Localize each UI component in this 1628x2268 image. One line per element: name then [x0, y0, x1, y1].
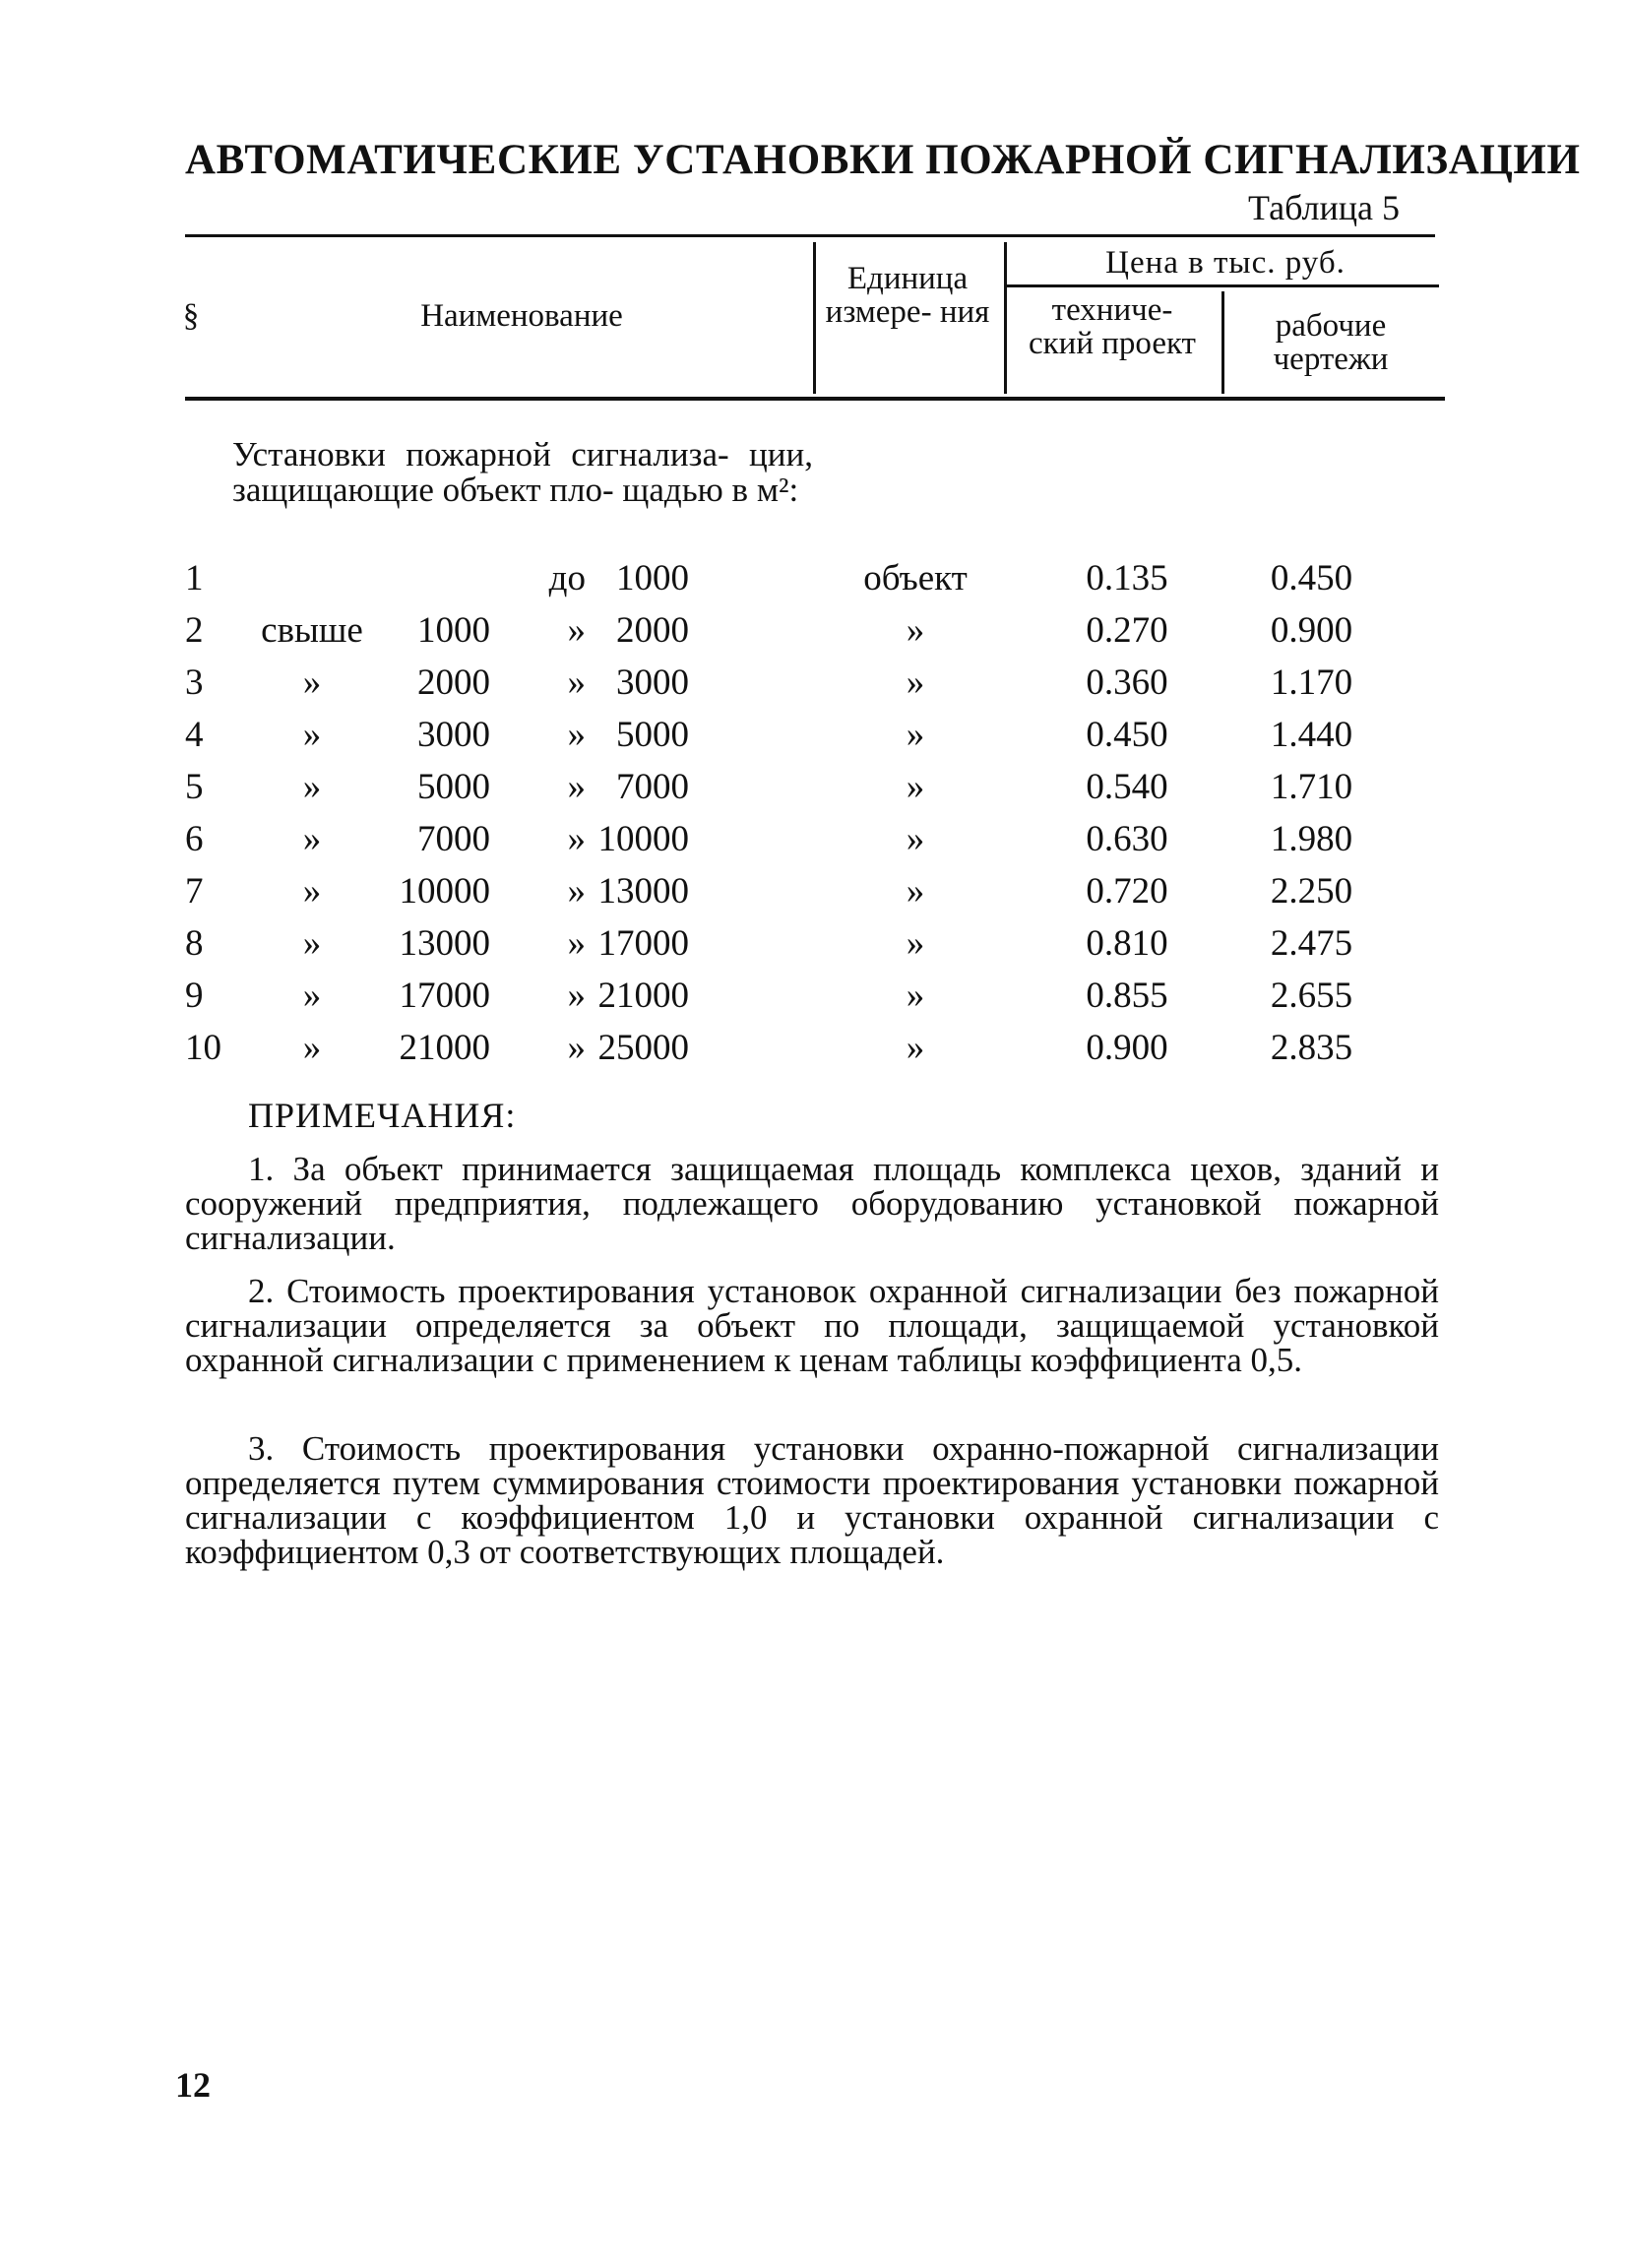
note-2: 2. Стоимость проектирования установок охранной сигнализации без пожарной сигнализации определяется за объект по площади, защищаемой установкой охранной сигнализации с применением к ценам таблицы коэффициента 0,5.: [185, 1272, 1439, 1379]
price-group-rule: [1006, 284, 1439, 287]
row-area-to: 25000: [597, 1028, 689, 1068]
table-row: [0, 554, 1628, 603]
row-area-to: 13000: [597, 871, 689, 912]
row-connector: »: [567, 819, 586, 859]
row-prefix: »: [302, 923, 322, 964]
row-price-tech: 0.540: [1086, 767, 1168, 807]
row-price-tech: 0.720: [1086, 871, 1168, 912]
row-price-work: 2.475: [1270, 923, 1353, 964]
header-col-unit: Единица измере- ния: [825, 261, 990, 330]
table-row: [0, 1024, 1628, 1073]
row-unit: »: [906, 976, 925, 1016]
table-header-bottom-rule: [185, 397, 1445, 401]
row-area-to: 1000: [616, 558, 689, 598]
row-area-to: 21000: [597, 976, 689, 1016]
row-connector: »: [567, 662, 586, 703]
note-3: 3. Стоимость проектирования установки охранно-пожарной сигнализации определяется путем суммирования стоимости проектирования установки пожарной сигнализации с коэффициентом 1,0 и установки охранной сигнализации с коэффициентом 0,3 от соответствующих площадей.: [185, 1429, 1439, 1571]
row-price-work: 1.440: [1270, 715, 1353, 755]
row-connector: до: [548, 558, 586, 598]
row-number: 1: [185, 558, 204, 598]
row-price-tech: 0.270: [1086, 610, 1168, 651]
row-price-work: 1.980: [1270, 819, 1353, 859]
header-divider-subcols: [1221, 291, 1224, 394]
row-price-tech: 0.360: [1086, 662, 1168, 703]
row-price-tech: 0.630: [1086, 819, 1168, 859]
notes-title: ПРИМЕЧАНИЯ:: [248, 1096, 517, 1135]
row-area-to: 10000: [597, 819, 689, 859]
row-area-from: 7000: [417, 819, 490, 859]
table-row: [0, 919, 1628, 969]
row-connector: »: [567, 976, 586, 1016]
row-number: 6: [185, 819, 204, 859]
row-price-work: 1.710: [1270, 767, 1353, 807]
row-price-work: 2.835: [1270, 1028, 1353, 1068]
row-number: 2: [185, 610, 204, 651]
row-prefix: »: [302, 976, 322, 1016]
row-connector: »: [567, 871, 586, 912]
row-price-tech: 0.810: [1086, 923, 1168, 964]
row-area-to: 7000: [616, 767, 689, 807]
row-area-to: 17000: [597, 923, 689, 964]
header-col-tech: техниче- ский проект: [1029, 292, 1196, 361]
row-number: 3: [185, 662, 204, 703]
row-price-work: 2.655: [1270, 976, 1353, 1016]
header-col-num: §: [182, 298, 200, 334]
row-area-from: 13000: [399, 923, 490, 964]
row-area-to: 2000: [616, 610, 689, 651]
row-number: 9: [185, 976, 204, 1016]
row-unit: »: [906, 819, 925, 859]
row-connector: »: [567, 923, 586, 964]
row-unit: »: [906, 610, 925, 651]
row-price-work: 1.170: [1270, 662, 1353, 703]
page-title: АВТОМАТИЧЕСКИЕ УСТАНОВКИ ПОЖАРНОЙ СИГНАЛИЗАЦИИ: [185, 137, 1581, 183]
header-col-name: Наименование: [420, 298, 623, 334]
note-1: 1. За объект принимается защищаемая площадь комплекса цехов, зданий и сооружений предприятия, подлежащего оборудованию установкой пожарной сигнализации.: [185, 1150, 1439, 1257]
header-divider-unit: [813, 242, 816, 394]
header-divider-price: [1004, 242, 1007, 394]
row-prefix: свыше: [261, 610, 363, 651]
row-area-to: 3000: [616, 662, 689, 703]
header-col-work: рабочие чертежи: [1273, 308, 1389, 377]
row-unit: »: [906, 715, 925, 755]
row-price-tech: 0.900: [1086, 1028, 1168, 1068]
table-section-intro: Установки пожарной сигнализа- ции, защищающие объект пло- щадью в м²:: [232, 435, 813, 509]
row-number: 7: [185, 871, 204, 912]
row-connector: »: [567, 610, 586, 651]
page-number: 12: [175, 2065, 211, 2105]
table-row: [0, 763, 1628, 812]
row-area-to: 5000: [616, 715, 689, 755]
row-area-from: 3000: [417, 715, 490, 755]
row-prefix: »: [302, 871, 322, 912]
row-price-work: 0.450: [1270, 558, 1353, 598]
row-price-work: 2.250: [1270, 871, 1353, 912]
row-area-from: 5000: [417, 767, 490, 807]
table-row: [0, 711, 1628, 760]
row-connector: »: [567, 715, 586, 755]
row-unit: »: [906, 662, 925, 703]
row-price-work: 0.900: [1270, 610, 1353, 651]
row-prefix: »: [302, 1028, 322, 1068]
row-area-from: 2000: [417, 662, 490, 703]
table-row: [0, 815, 1628, 864]
table-row: [0, 606, 1628, 656]
row-unit: объект: [863, 558, 968, 598]
row-area-from: 21000: [399, 1028, 490, 1068]
row-unit: »: [906, 767, 925, 807]
table-row: [0, 972, 1628, 1021]
row-connector: »: [567, 767, 586, 807]
row-price-tech: 0.450: [1086, 715, 1168, 755]
row-unit: »: [906, 1028, 925, 1068]
row-price-tech: 0.135: [1086, 558, 1168, 598]
row-prefix: »: [302, 819, 322, 859]
row-unit: »: [906, 871, 925, 912]
table-row: [0, 659, 1628, 708]
row-number: 10: [185, 1028, 221, 1068]
row-prefix: »: [302, 715, 322, 755]
row-number: 4: [185, 715, 204, 755]
row-area-from: 17000: [399, 976, 490, 1016]
row-unit: »: [906, 923, 925, 964]
row-connector: »: [567, 1028, 586, 1068]
row-prefix: »: [302, 662, 322, 703]
row-area-from: 10000: [399, 871, 490, 912]
row-area-from: 1000: [417, 610, 490, 651]
table-label: Таблица 5: [1248, 188, 1400, 227]
row-price-tech: 0.855: [1086, 976, 1168, 1016]
table-row: [0, 867, 1628, 916]
row-number: 5: [185, 767, 204, 807]
table-top-rule: [185, 234, 1435, 237]
header-price-group: Цена в тыс. руб.: [1105, 245, 1346, 281]
row-number: 8: [185, 923, 204, 964]
row-prefix: »: [302, 767, 322, 807]
